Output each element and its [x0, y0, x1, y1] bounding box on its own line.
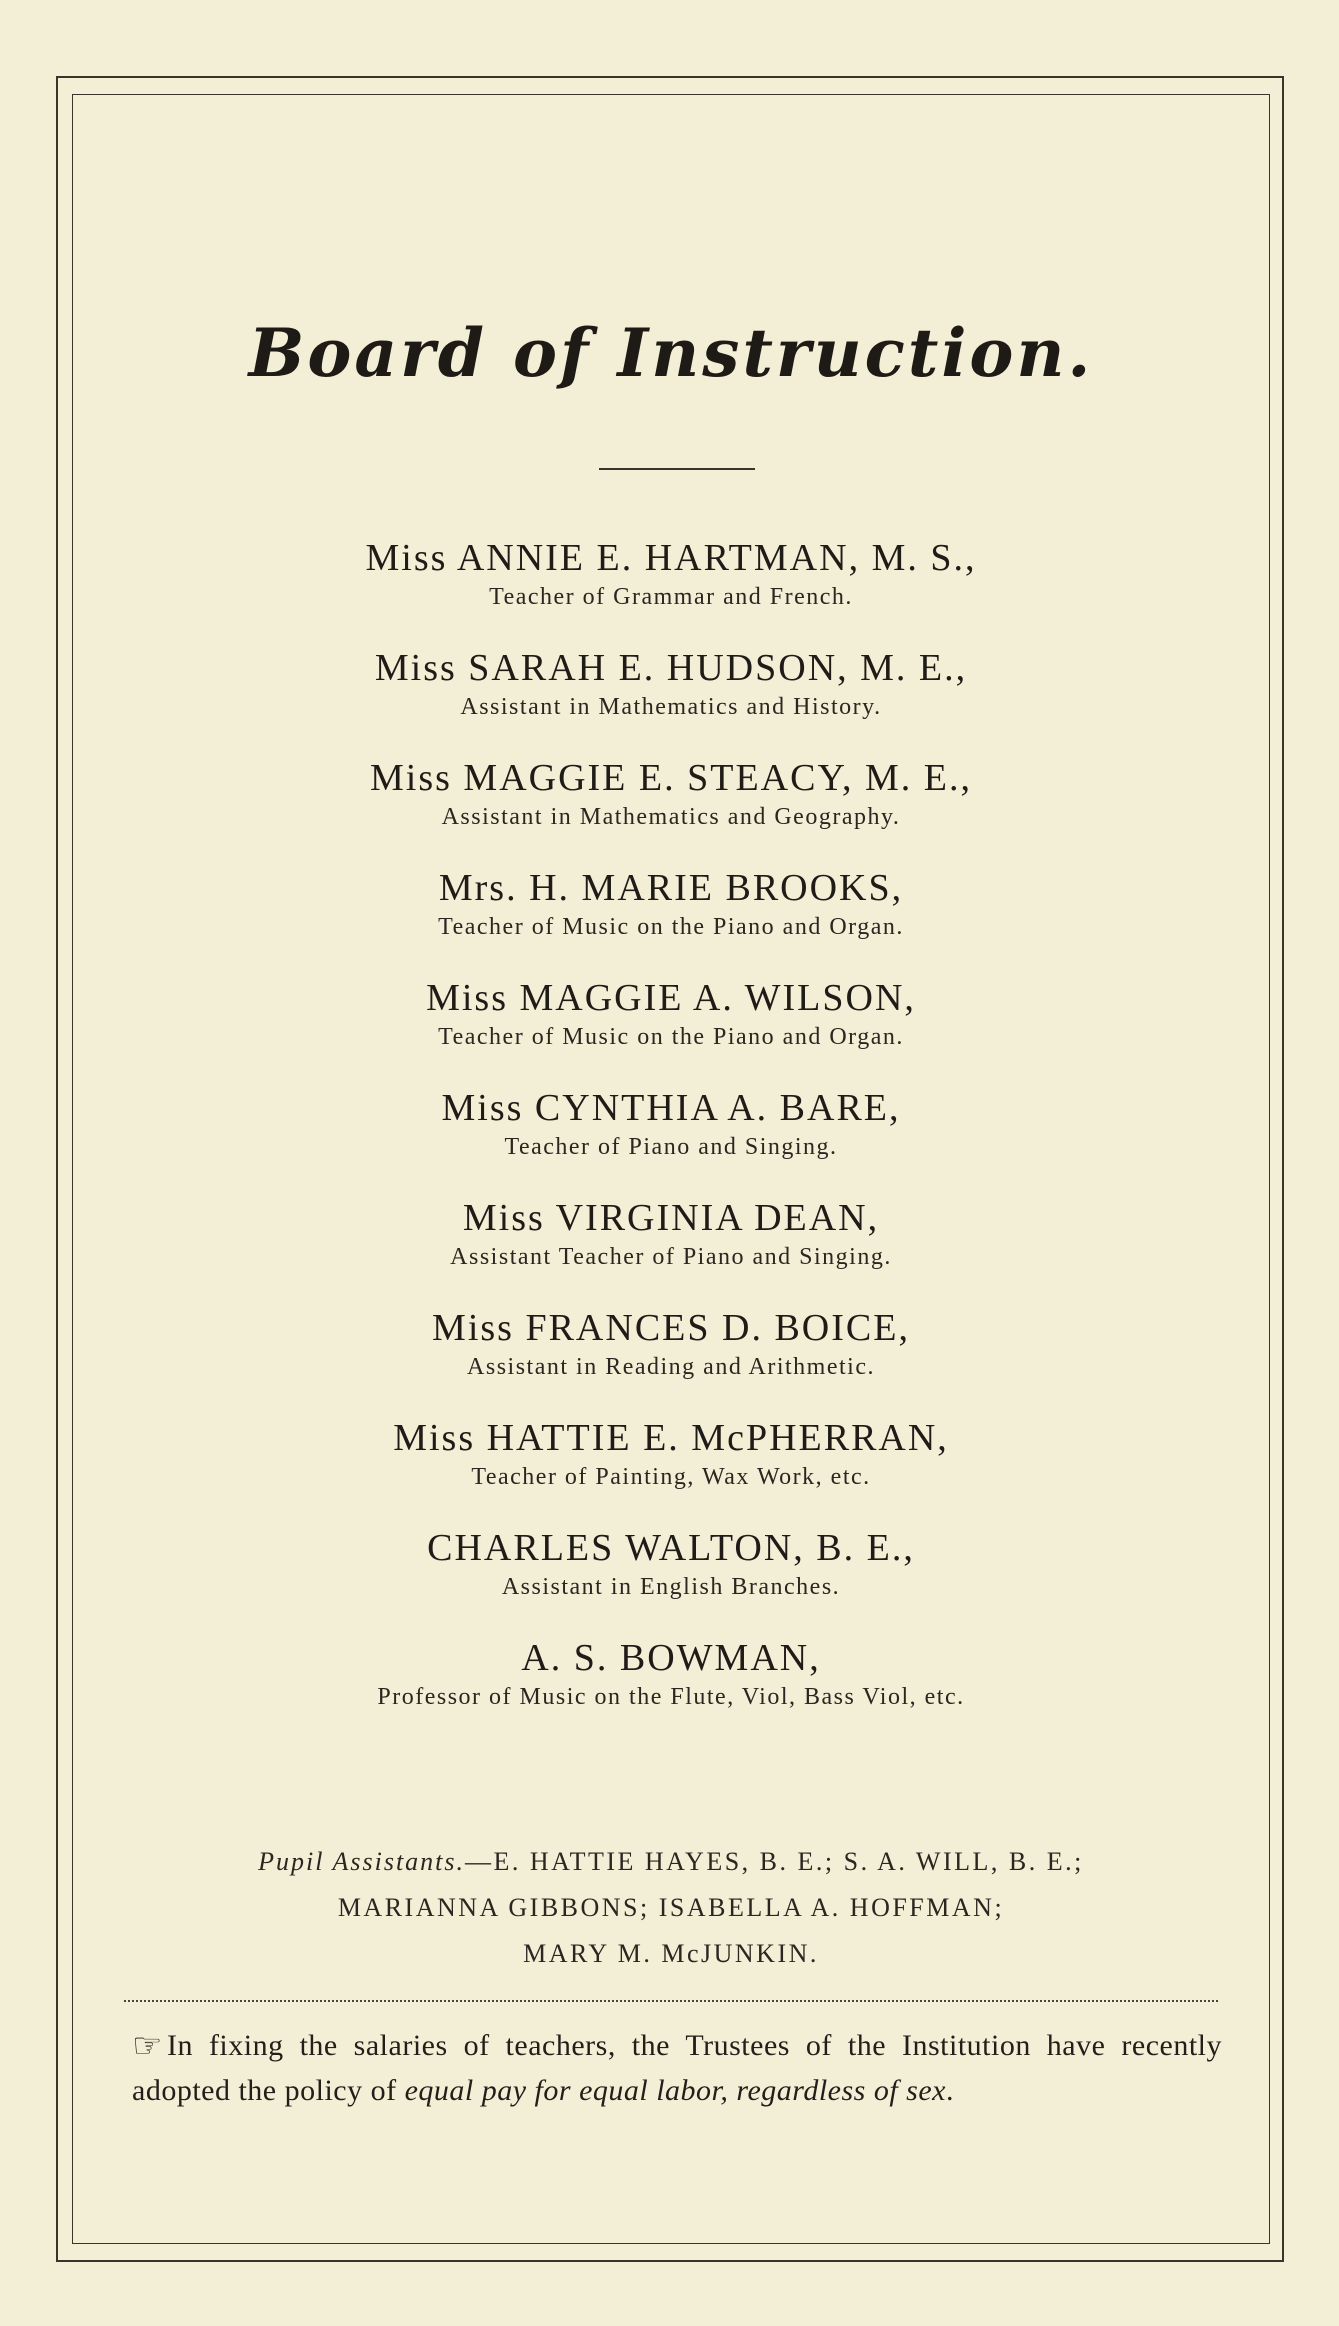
pupil-assistants-label: Pupil Assistants. [258, 1847, 466, 1876]
pupil-assistants [72, 1839, 1270, 1977]
list-item [72, 1304, 1270, 1414]
salary-note [132, 2024, 1222, 2113]
teacher-role: Assistant Teacher of Piano and Singing. [450, 1244, 892, 1270]
teacher-name: Miss MAGGIE E. STEACY, M. E., [369, 757, 972, 799]
teacher-name: Miss MAGGIE A. WILSON, [426, 977, 916, 1019]
note-text-end: . [945, 2074, 954, 2107]
teacher-role: Assistant in English Branches. [501, 1574, 841, 1600]
pupil-assistants-line-2: MARIANNA GIBBONS; ISABELLA A. HOFFMAN; [337, 1893, 1005, 1922]
teacher-name: Miss ANNIE E. HARTMAN, M. S., [365, 537, 977, 579]
teacher-role: Assistant in Mathematics and History. [460, 694, 882, 720]
pointing-hand-icon: ☞ [132, 2028, 163, 2065]
teacher-name: Miss CYNTHIA A. BARE, [441, 1087, 901, 1129]
dotted-divider [124, 2000, 1218, 2002]
list-item [72, 534, 1270, 644]
note-emphasis: equal pay for equal labor, regardless of sex [404, 2074, 946, 2107]
teacher-name: Miss FRANCES D. BOICE, [432, 1307, 910, 1349]
teacher-role: Assistant in Reading and Arithmetic. [467, 1354, 875, 1380]
teacher-role: Teacher of Piano and Singing. [504, 1134, 838, 1160]
teacher-role: Professor of Music on the Flute, Viol, Bass Viol, etc. [377, 1684, 965, 1710]
teacher-role: Teacher of Grammar and French. [489, 584, 853, 610]
teacher-name: Miss SARAH E. HUDSON, M. E., [374, 647, 968, 689]
page-title: Board of Instruction. [248, 314, 1094, 392]
list-item [72, 754, 1270, 864]
page-content [72, 94, 1270, 2244]
list-item [72, 1524, 1270, 1634]
list-item [72, 974, 1270, 1084]
pupil-assistants-names-1: —E. HATTIE HAYES, B. E.; S. A. WILL, B. E.; [465, 1847, 1084, 1876]
teacher-name: Miss VIRGINIA DEAN, [462, 1197, 880, 1239]
teacher-name: A. S. BOWMAN, [521, 1637, 821, 1679]
note-text-start: In fixing the salaries of teachers, the Trustees of the Institution have recently adopted the policy of [132, 2029, 1222, 2107]
teacher-name: Miss HATTIE E. McPHERRAN, [393, 1417, 949, 1459]
list-item [72, 1634, 1270, 1744]
teacher-role: Assistant in Mathematics and Geography. [441, 804, 901, 830]
pupil-assistants-line-3: MARY M. McJUNKIN. [523, 1939, 819, 1968]
title-rule [599, 468, 755, 470]
teacher-role: Teacher of Music on the Piano and Organ. [438, 1024, 904, 1050]
teacher-role: Teacher of Music on the Piano and Organ. [438, 914, 904, 940]
list-item [72, 644, 1270, 754]
teacher-list [72, 534, 1270, 1744]
pupil-assistants-line-1 [72, 1839, 1270, 1885]
teacher-role: Teacher of Painting, Wax Work, etc. [471, 1464, 871, 1490]
list-item [72, 1414, 1270, 1524]
list-item [72, 1084, 1270, 1194]
list-item [72, 1194, 1270, 1304]
teacher-name: Mrs. H. MARIE BROOKS, [438, 867, 904, 909]
list-item [72, 864, 1270, 974]
teacher-name: CHARLES WALTON, B. E., [427, 1527, 915, 1569]
